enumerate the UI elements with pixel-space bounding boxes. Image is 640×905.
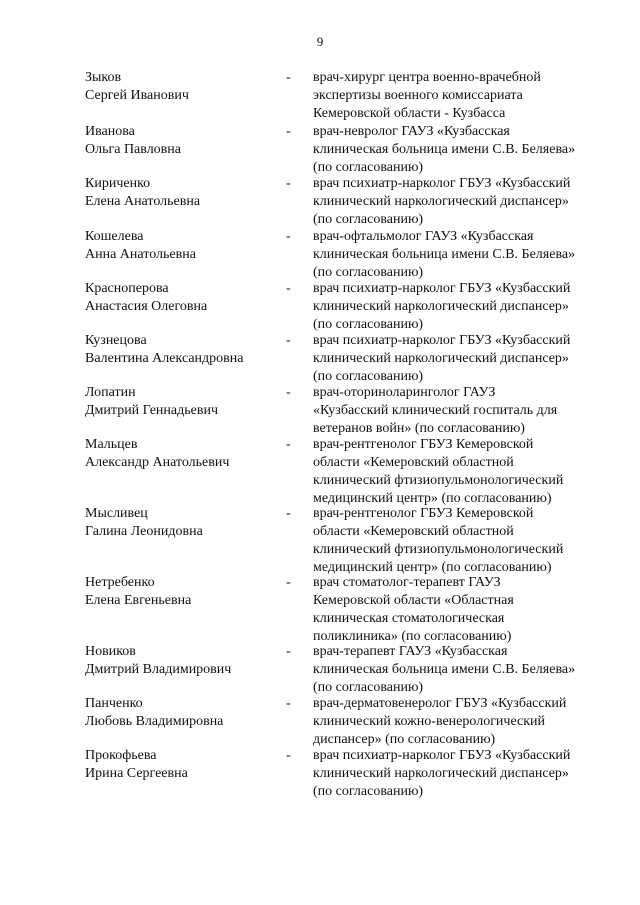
member-surname: Лопатин [85,385,136,400]
member-surname: Иванова [85,124,135,139]
separator-dash: - [286,70,291,85]
member-name [85,69,280,105]
member-surname: Кириченко [85,176,151,191]
position-line: области «Кемеровский областной [313,455,514,470]
position-line: ветеранов войн» (по согласованию) [313,421,525,436]
member-name [85,280,280,316]
position-line: экспертизы военного комиссариата [313,88,523,103]
position-line: клиническая больница имени С.В. Беляева» [313,142,576,157]
position-line: клиническая больница имени С.В. Беляева» [313,247,576,262]
separator-dash: - [286,506,291,521]
position-line: (по согласованию) [313,369,424,384]
separator-dash: - [286,437,291,452]
position-line: врач-офтальмолог ГАУЗ «Кузбасская [313,229,534,244]
position-line: клинический наркологический диспансер» [313,766,569,781]
position-line: клинический наркологический диспансер» [313,351,569,366]
member-name [85,574,280,610]
separator-dash: - [286,696,291,711]
position-line: клиническая больница имени С.В. Беляева» [313,662,576,677]
separator-dash: - [286,281,291,296]
position-line: врач психиатр-нарколог ГБУЗ «Кузбасский [313,281,571,296]
member-name [85,695,280,731]
member-given-names: Любовь Владимировна [85,714,224,729]
position-line: (по согласованию) [313,265,424,280]
member-position [313,574,613,646]
member-position [313,280,613,334]
position-line: медицинский центр» (по согласованию) [313,560,552,575]
position-line: врач стоматолог-терапевт ГАУЗ [313,575,501,590]
position-line: диспансер» (по согласованию) [313,732,496,747]
position-line: врач психиатр-нарколог ГБУЗ «Кузбасский [313,748,571,763]
position-line: медицинский центр» (по согласованию) [313,491,552,506]
member-surname: Мысливец [85,506,148,521]
member-given-names: Валентина Александровна [85,351,244,366]
separator-dash: - [286,229,291,244]
position-line: «Кузбасский клинический госпиталь для [313,403,558,418]
position-line: поликлиника» (по согласованию) [313,629,512,644]
member-surname: Прокофьева [85,748,157,763]
position-line: клинический наркологический диспансер» [313,194,569,209]
member-surname: Красноперова [85,281,169,296]
member-given-names: Елена Анатольевна [85,194,201,209]
separator-dash: - [286,748,291,763]
separator-dash: - [286,385,291,400]
position-line: врач-невролог ГАУЗ «Кузбасская [313,124,510,139]
member-name [85,175,280,211]
member-surname: Нетребенко [85,575,155,590]
position-line: (по согласованию) [313,317,424,332]
position-line: врач психиатр-нарколог ГБУЗ «Кузбасский [313,176,571,191]
member-position [313,123,613,177]
member-position [313,505,613,577]
member-given-names: Анна Анатольевна [85,247,196,262]
separator-dash: - [286,644,291,659]
member-given-names: Ольга Павловна [85,142,181,157]
separator-dash: - [286,575,291,590]
member-given-names: Ирина Сергеевна [85,766,188,781]
member-surname: Панченко [85,696,143,711]
member-name [85,747,280,783]
position-line: Кемеровской области «Областная [313,593,514,608]
separator-dash: - [286,176,291,191]
member-position [313,643,613,697]
position-line: области «Кемеровский областной [313,524,514,539]
member-name [85,436,280,472]
member-position [313,332,613,386]
member-name [85,384,280,420]
member-name [85,643,280,679]
member-given-names: Сергей Иванович [85,88,189,103]
separator-dash: - [286,124,291,139]
position-line: клинический фтизиопульмонологический [313,473,564,488]
position-line: врач-рентгенолог ГБУЗ Кемеровской [313,506,534,521]
member-surname: Кузнецова [85,333,147,348]
position-line: врач-терапевт ГАУЗ «Кузбасская [313,644,508,659]
member-position [313,695,613,749]
member-surname: Новиков [85,644,136,659]
member-name [85,123,280,159]
member-position [313,228,613,282]
member-given-names: Дмитрий Геннадьевич [85,403,218,418]
member-position [313,747,613,801]
member-position [313,384,613,438]
position-line: (по согласованию) [313,160,424,175]
position-line: Кемеровской области - Кузбасса [313,106,506,121]
position-line: врач-дерматовенеролог ГБУЗ «Кузбасский [313,696,567,711]
position-line: (по согласованию) [313,212,424,227]
position-line: (по согласованию) [313,784,424,799]
member-name [85,332,280,368]
position-line: врач психиатр-нарколог ГБУЗ «Кузбасский [313,333,571,348]
member-name [85,228,280,264]
member-surname: Зыков [85,70,122,85]
position-line: врач-оториноларинголог ГАУЗ [313,385,496,400]
member-position [313,175,613,229]
member-given-names: Елена Евгеньевна [85,593,192,608]
member-name [85,505,280,541]
member-surname: Кошелева [85,229,144,244]
member-given-names: Анастасия Олеговна [85,299,208,314]
member-position [313,69,613,123]
position-line: врач-рентгенолог ГБУЗ Кемеровской [313,437,534,452]
position-line: клиническая стоматологическая [313,611,505,626]
position-line: клинический кожно-венерологический [313,714,546,729]
position-line: врач-хирург центра военно-врачебной [313,70,541,85]
member-given-names: Дмитрий Владимирович [85,662,232,677]
separator-dash: - [286,333,291,348]
member-position [313,436,613,508]
page-number: 9 [316,34,324,49]
position-line: клинический фтизиопульмонологический [313,542,564,557]
member-surname: Мальцев [85,437,138,452]
position-line: клинический наркологический диспансер» [313,299,569,314]
member-given-names: Галина Леонидовна [85,524,203,539]
member-given-names: Александр Анатольевич [85,455,230,470]
position-line: (по согласованию) [313,680,424,695]
